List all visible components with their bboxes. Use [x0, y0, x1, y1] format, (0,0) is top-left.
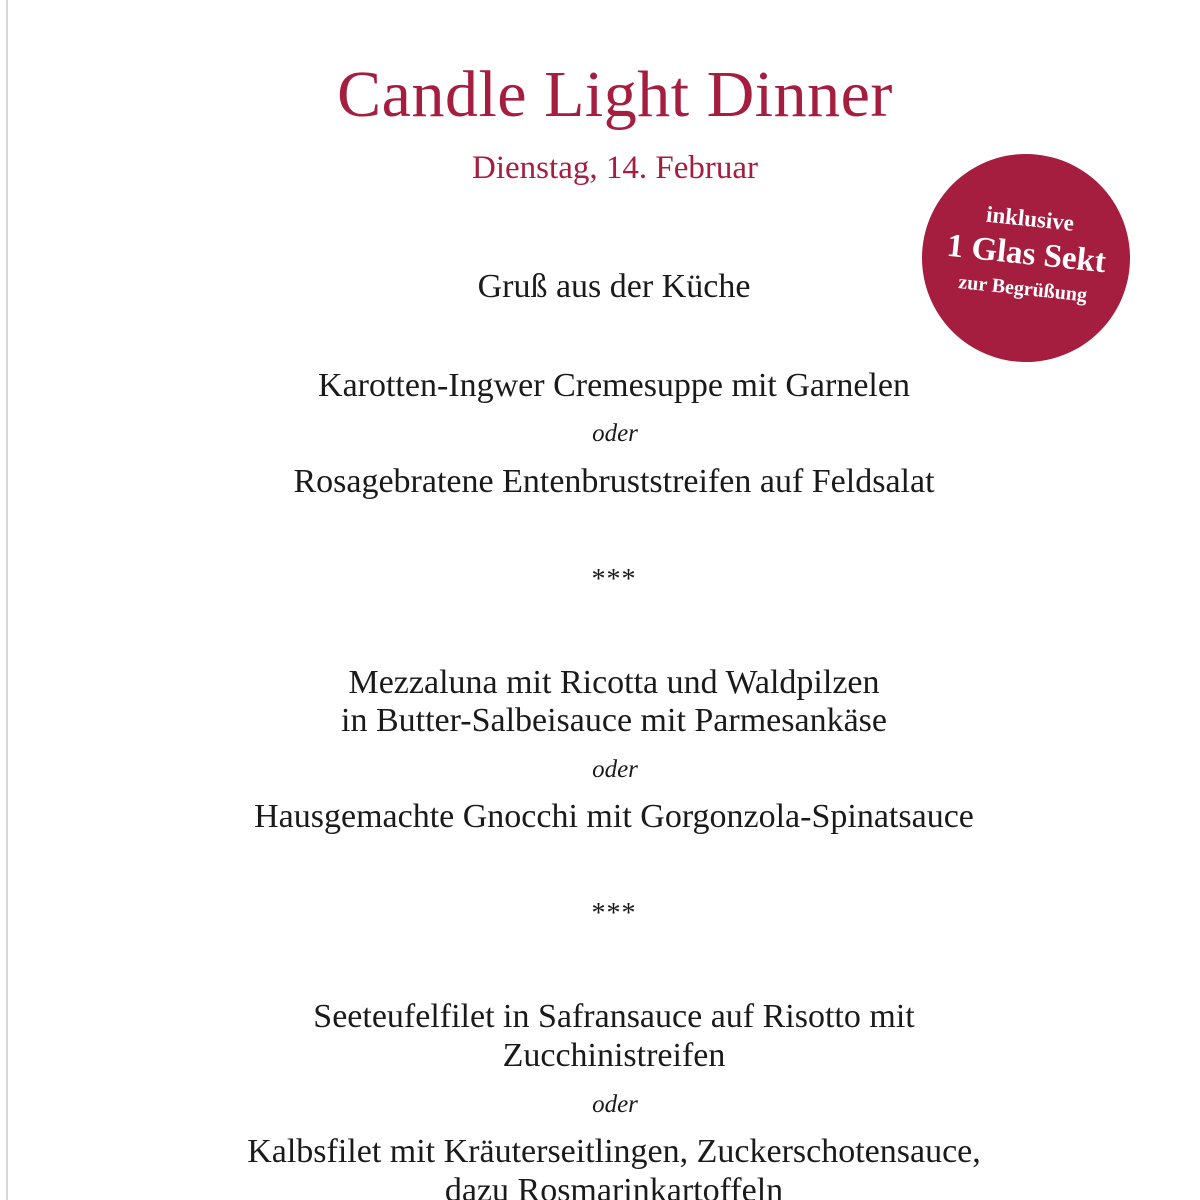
pasta-option-1-line-2: in Butter-Salbeisauce mit Parmesankäse	[341, 702, 887, 739]
badge-line-1: inklusive	[984, 201, 1076, 236]
main-option-1-line-2: Zucchinistreifen	[502, 1037, 726, 1074]
course-greeting: Gruß aus der Küche	[477, 268, 751, 305]
pasta-or-divider: oder	[592, 756, 638, 783]
main-option-1-line-1: Seeteufelfilet in Safransauce auf Risotto mit	[313, 998, 915, 1035]
starter-option-2: Rosagebratene Entenbruststreifen auf Feldsalat	[293, 463, 935, 500]
starter-or-divider: oder	[592, 420, 638, 447]
badge-line-2: 1 Glas Sekt	[945, 227, 1108, 281]
pasta-option-2: Hausgemachte Gnocchi mit Gorgonzola-Spinatsauce	[254, 798, 974, 835]
main-option-2-line-1: Kalbsfilet mit Kräuterseitlingen, Zuckerschotensauce,	[247, 1133, 981, 1170]
main-option-2-line-2: dazu Rosmarinkartoffeln	[444, 1172, 784, 1200]
course-separator-1: ***	[591, 564, 637, 595]
pasta-option-1-line-1: Mezzaluna mit Ricotta und Waldpilzen	[348, 664, 880, 701]
menu-title: Candle Light Dinner	[337, 58, 893, 131]
main-or-divider: oder	[592, 1091, 638, 1118]
badge-line-3: zur Begrüßung	[957, 271, 1089, 307]
course-separator-2: ***	[591, 898, 637, 929]
menu-date: Dienstag, 14. Februar	[472, 150, 758, 186]
starter-option-1: Karotten-Ingwer Cremesuppe mit Garnelen	[318, 367, 910, 404]
